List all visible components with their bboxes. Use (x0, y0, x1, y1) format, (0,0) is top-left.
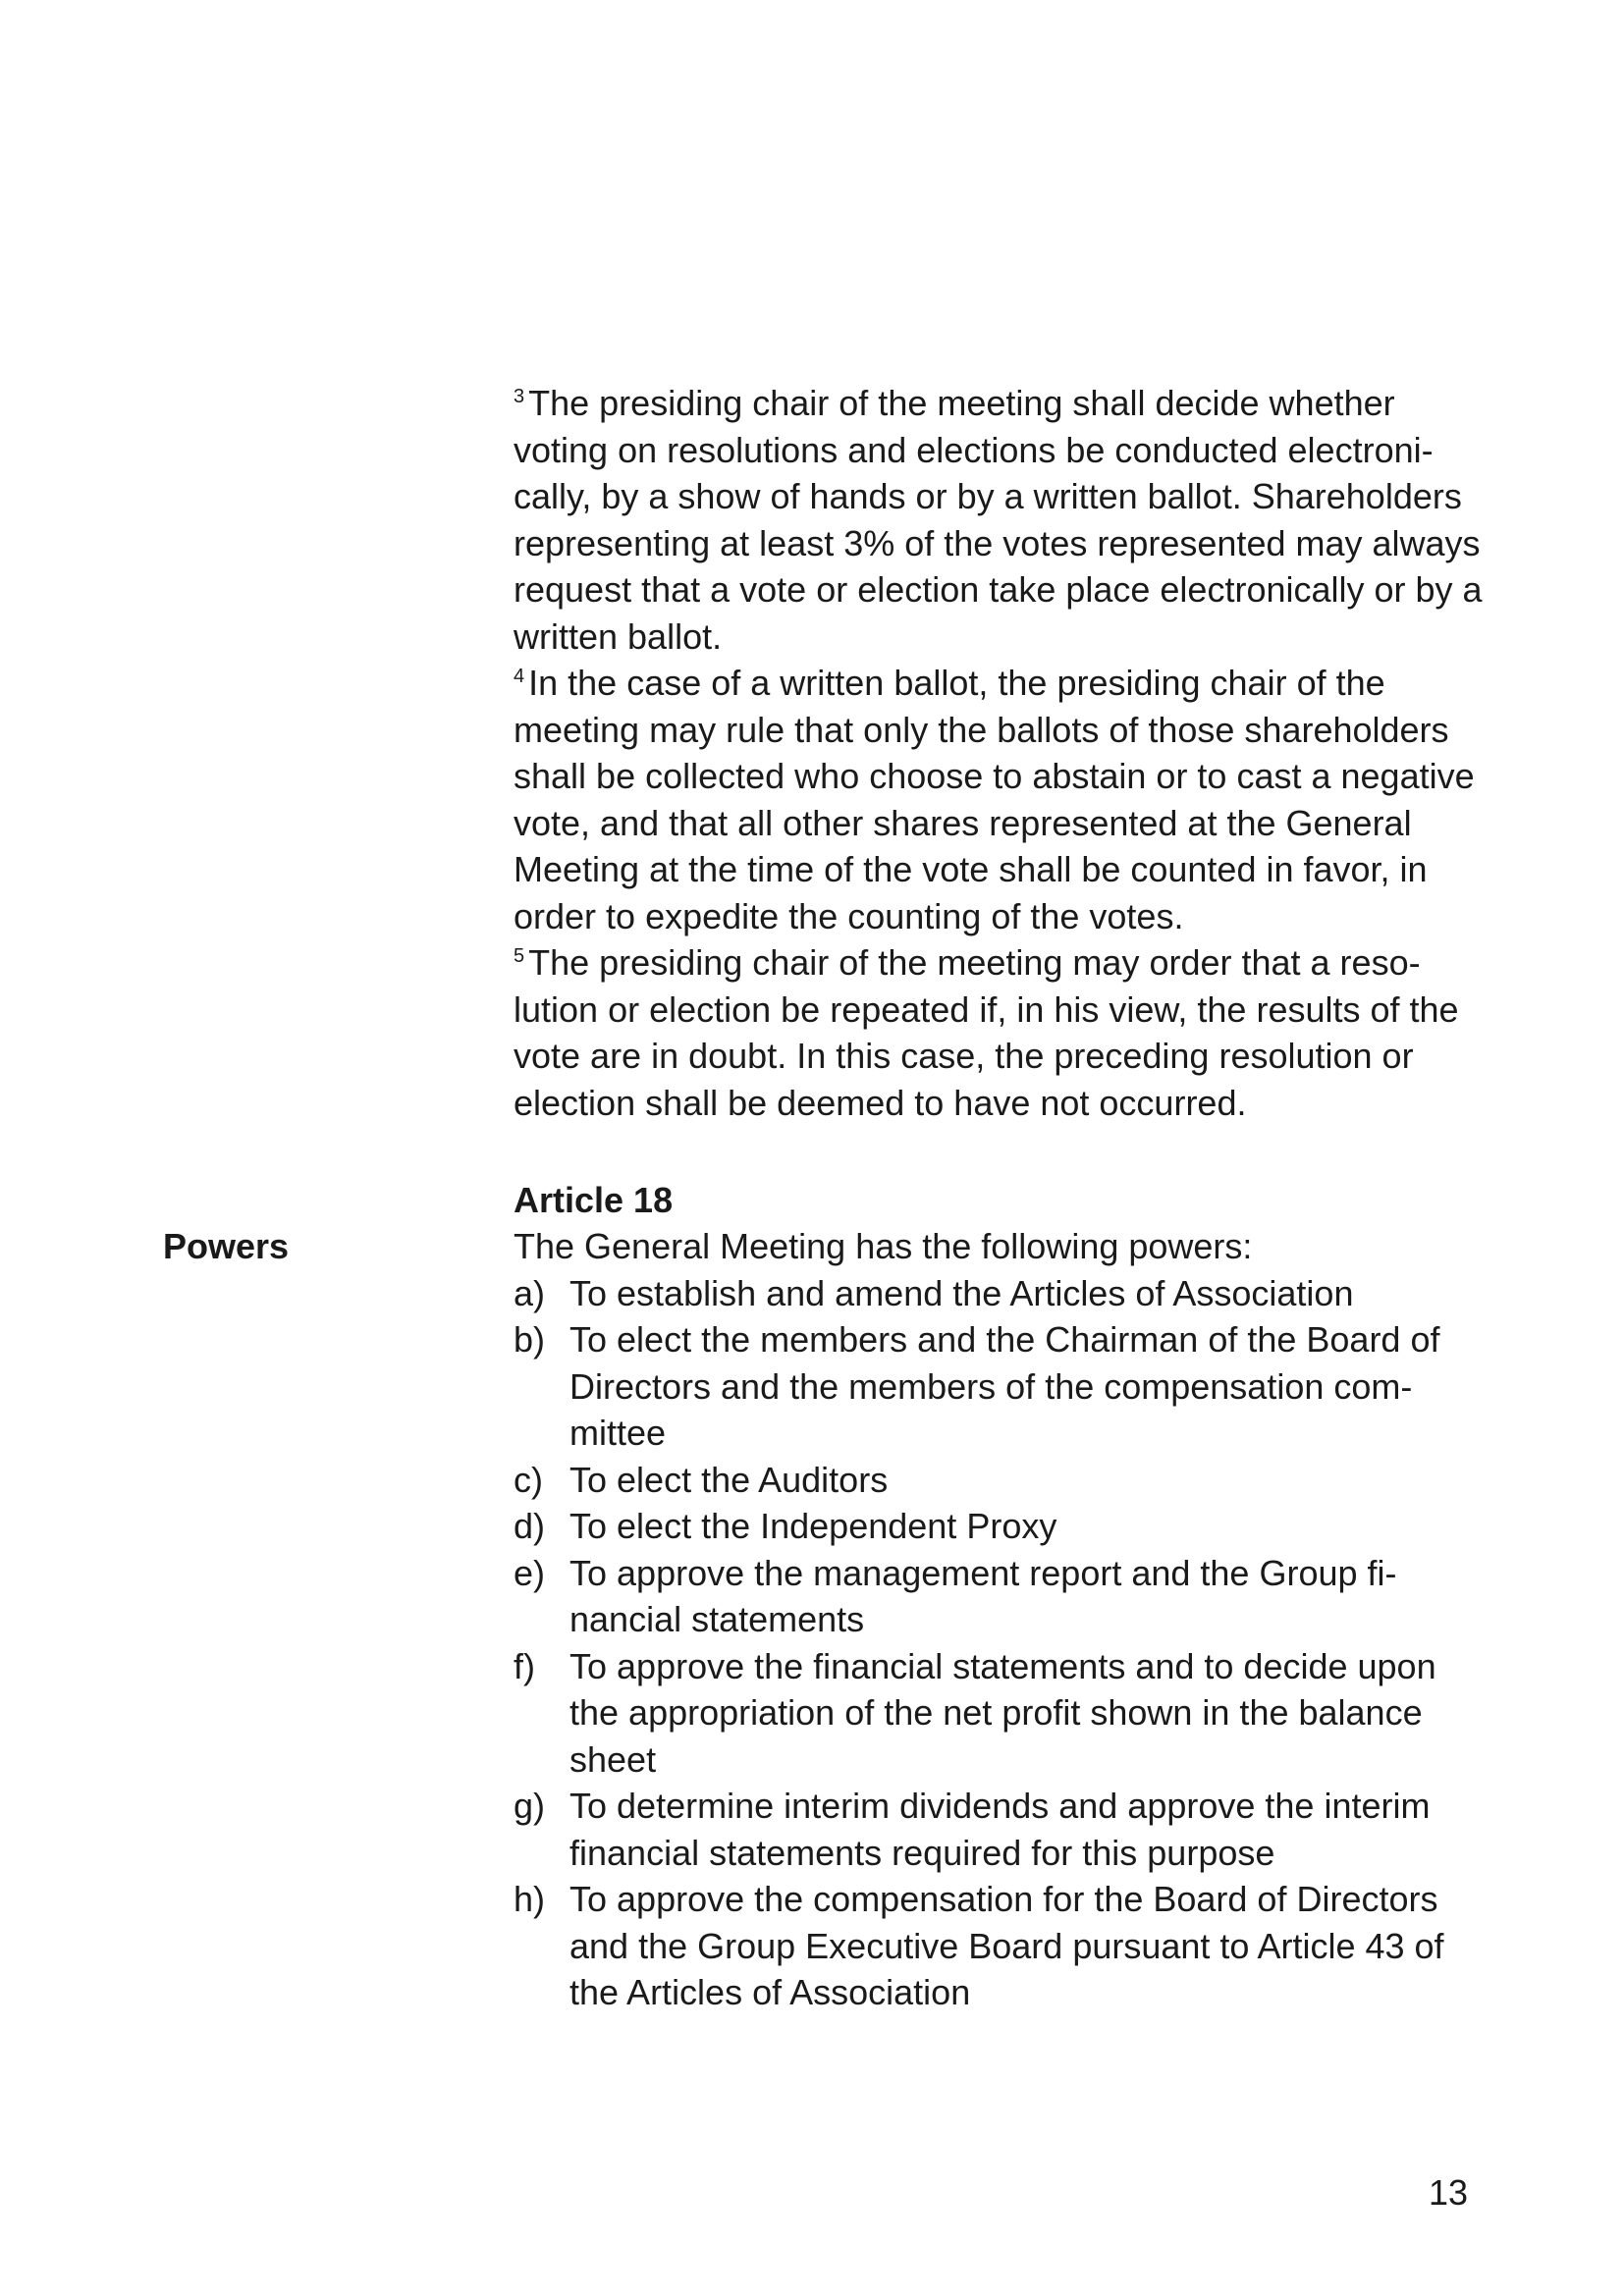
list-item (514, 1457, 1486, 1504)
list-item (514, 1316, 1486, 1457)
paragraph-text: The presiding chair of the meeting may order that a resolution or election be repeated if, in his view, the results of the vote are in doubt. In this case, the preceding resolution or election shall be deemed to have not occurred. (514, 942, 1459, 1123)
list-item-text: To elect the Auditors (569, 1459, 889, 1500)
paragraph-text: In the case of a written ballot, the presiding chair of the meeting may rule that only the ballots of those shareholders shall be collected who choose to abstain or to cast a negative vote, and that all other shares represented at the General Meeting at the time of the vote shall be counted in favor, in order to expedite the counting of the votes. (514, 663, 1475, 936)
list-marker: f) (514, 1645, 535, 1686)
powers-list (514, 1270, 1486, 2016)
list-item (514, 1550, 1486, 1643)
article-heading: Article 18 (514, 1180, 674, 1220)
paragraph-3 (514, 380, 1486, 660)
article-18-body (514, 1223, 1486, 2016)
list-marker: h) (514, 1879, 546, 1919)
preceding-article-paragraphs (514, 380, 1486, 1126)
margin-label-powers: Powers (163, 1226, 290, 1266)
list-item-text: To approve the management report and the Group financial statements (569, 1552, 1397, 1639)
list-item (514, 1783, 1486, 1876)
list-item-text: To elect the members and the Chairman of the Board of Directors and the members of the compensation committee (569, 1319, 1440, 1453)
list-marker: b) (514, 1319, 546, 1360)
paragraph-5 (514, 939, 1486, 1126)
list-item-text: To approve the financial statements and to decide upon the appropriation of the net profit shown in the balance sheet (569, 1645, 1436, 1780)
list-marker: a) (514, 1272, 546, 1313)
list-item (514, 1643, 1486, 1784)
paragraph-number: 3 (514, 386, 525, 407)
article-intro: The General Meeting has the following powers: (514, 1226, 1253, 1266)
list-marker: d) (514, 1506, 546, 1546)
list-item-text: To determine interim dividends and approve the interim financial statements required for this purpose (569, 1786, 1431, 1873)
list-marker: e) (514, 1552, 546, 1593)
list-item (514, 1876, 1486, 2016)
list-item-text: To establish and amend the Articles of Association (569, 1272, 1354, 1313)
list-item-text: To elect the Independent Proxy (569, 1506, 1057, 1546)
page-number: 13 (1429, 2172, 1469, 2213)
list-marker: g) (514, 1786, 546, 1826)
list-item (514, 1270, 1486, 1317)
paragraph-text: The presiding chair of the meeting shall decide whether voting on resolutions and elections be conducted electronically, by a show of hands or by a written ballot. Shareholders representing at least 3% of the votes represented may always request that a vote or election take place electronically or by a written ballot. (514, 383, 1483, 657)
list-item-text: To approve the compensation for the Board of Directors and the Group Executive Board pursuant to Article 43 of the Articles of Association (569, 1879, 1444, 2012)
paragraph-number: 4 (514, 666, 525, 687)
list-item (514, 1503, 1486, 1550)
list-marker: c) (514, 1459, 543, 1500)
paragraph-number: 5 (514, 945, 525, 967)
paragraph-4 (514, 660, 1486, 939)
